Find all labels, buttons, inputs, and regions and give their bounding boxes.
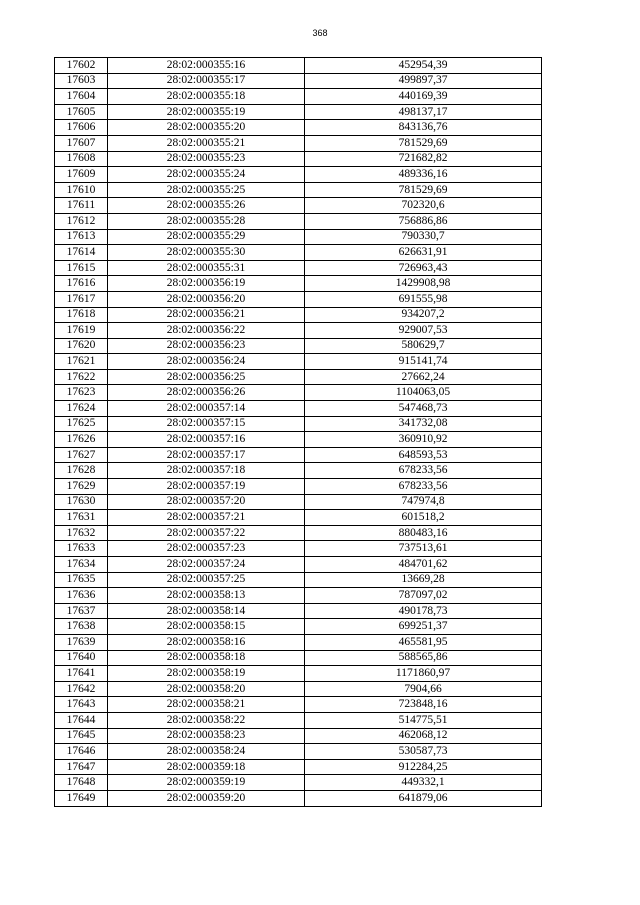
row-number-cell: 17631 (55, 510, 108, 526)
table-row (55, 759, 542, 775)
table-row (55, 728, 542, 744)
cadastral-number-cell: 28:02:000358:23 (108, 728, 305, 744)
row-number-cell: 17604 (55, 89, 108, 105)
cadastral-value-cell: 1171860,97 (305, 666, 542, 682)
table-row (55, 557, 542, 573)
table-row (55, 744, 542, 760)
cadastral-value-cell: 7904,66 (305, 681, 542, 697)
cadastral-value-cell: 499897,37 (305, 73, 542, 89)
row-number-cell: 17611 (55, 198, 108, 214)
cadastral-number-cell: 28:02:000356:25 (108, 369, 305, 385)
row-number-cell: 17639 (55, 634, 108, 650)
row-number-cell: 17623 (55, 385, 108, 401)
table-row (55, 229, 542, 245)
cadastral-number-cell: 28:02:000358:22 (108, 712, 305, 728)
row-number-cell: 17624 (55, 401, 108, 417)
row-number-cell: 17636 (55, 588, 108, 604)
cadastral-value-cell: 580629,7 (305, 338, 542, 354)
table-row (55, 213, 542, 229)
table-row (55, 182, 542, 198)
cadastral-number-cell: 28:02:000355:29 (108, 229, 305, 245)
cadastral-value-cell: 915141,74 (305, 354, 542, 370)
table-row (55, 369, 542, 385)
row-number-cell: 17632 (55, 525, 108, 541)
cadastral-number-cell: 28:02:000356:20 (108, 291, 305, 307)
table-row (55, 276, 542, 292)
cadastral-number-cell: 28:02:000358:14 (108, 603, 305, 619)
cadastral-number-cell: 28:02:000355:23 (108, 151, 305, 167)
cadastral-value-cell: 462068,12 (305, 728, 542, 744)
table-row (55, 167, 542, 183)
table-row (55, 619, 542, 635)
table-row (55, 525, 542, 541)
cadastral-value-cell: 13669,28 (305, 572, 542, 588)
cadastral-number-cell: 28:02:000358:20 (108, 681, 305, 697)
table-row (55, 447, 542, 463)
cadastral-value-cell: 723848,16 (305, 697, 542, 713)
table-row (55, 323, 542, 339)
table-row (55, 307, 542, 323)
cadastral-value-cell: 756886,86 (305, 213, 542, 229)
row-number-cell: 17649 (55, 790, 108, 806)
cadastral-number-cell: 28:02:000357:24 (108, 557, 305, 573)
cadastral-number-cell: 28:02:000355:24 (108, 167, 305, 183)
cadastral-number-cell: 28:02:000356:26 (108, 385, 305, 401)
cadastral-value-cell: 514775,51 (305, 712, 542, 728)
row-number-cell: 17622 (55, 369, 108, 385)
cadastral-number-cell: 28:02:000358:13 (108, 588, 305, 604)
table-row (55, 479, 542, 495)
row-number-cell: 17605 (55, 104, 108, 120)
cadastral-value-cell: 721682,82 (305, 151, 542, 167)
row-number-cell: 17641 (55, 666, 108, 682)
cadastral-number-cell: 28:02:000357:22 (108, 525, 305, 541)
cadastral-number-cell: 28:02:000355:18 (108, 89, 305, 105)
row-number-cell: 17606 (55, 120, 108, 136)
table-row (55, 291, 542, 307)
row-number-cell: 17647 (55, 759, 108, 775)
table-row (55, 338, 542, 354)
cadastral-number-cell: 28:02:000355:26 (108, 198, 305, 214)
table-row (55, 650, 542, 666)
row-number-cell: 17634 (55, 557, 108, 573)
cadastral-number-cell: 28:02:000356:19 (108, 276, 305, 292)
row-number-cell: 17637 (55, 603, 108, 619)
cadastral-number-cell: 28:02:000357:17 (108, 447, 305, 463)
row-number-cell: 17621 (55, 354, 108, 370)
row-number-cell: 17630 (55, 494, 108, 510)
cadastral-number-cell: 28:02:000358:16 (108, 634, 305, 650)
table-row (55, 697, 542, 713)
table-row (55, 494, 542, 510)
row-number-cell: 17643 (55, 697, 108, 713)
table-row (55, 104, 542, 120)
cadastral-number-cell: 28:02:000357:19 (108, 479, 305, 495)
row-number-cell: 17644 (55, 712, 108, 728)
cadastral-value-cell: 547468,73 (305, 401, 542, 417)
row-number-cell: 17633 (55, 541, 108, 557)
cadastral-number-cell: 28:02:000359:19 (108, 775, 305, 791)
row-number-cell: 17602 (55, 58, 108, 74)
cadastral-value-cell: 912284,25 (305, 759, 542, 775)
cadastral-value-cell: 790330,7 (305, 229, 542, 245)
cadastral-number-cell: 28:02:000355:21 (108, 135, 305, 151)
cadastral-value-cell: 747974,8 (305, 494, 542, 510)
table-row (55, 712, 542, 728)
cadastral-number-cell: 28:02:000357:14 (108, 401, 305, 417)
cadastral-number-cell: 28:02:000356:22 (108, 323, 305, 339)
table-row (55, 572, 542, 588)
cadastral-number-cell: 28:02:000355:30 (108, 245, 305, 261)
cadastral-value-cell: 440169,39 (305, 89, 542, 105)
row-number-cell: 17626 (55, 432, 108, 448)
row-number-cell: 17629 (55, 479, 108, 495)
cadastral-value-cell: 27662,24 (305, 369, 542, 385)
cadastral-number-cell: 28:02:000355:17 (108, 73, 305, 89)
cadastral-value-cell: 678233,56 (305, 463, 542, 479)
row-number-cell: 17617 (55, 291, 108, 307)
row-number-cell: 17640 (55, 650, 108, 666)
cadastral-number-cell: 28:02:000357:15 (108, 416, 305, 432)
cadastral-value-cell: 489336,16 (305, 167, 542, 183)
page-number: 368 (312, 28, 328, 38)
table-row (55, 634, 542, 650)
cadastral-value-cell: 648593,53 (305, 447, 542, 463)
cadastral-value-cell: 787097,02 (305, 588, 542, 604)
cadastral-value-cell: 699251,37 (305, 619, 542, 635)
row-number-cell: 17616 (55, 276, 108, 292)
cadastral-number-cell: 28:02:000355:25 (108, 182, 305, 198)
cadastral-number-cell: 28:02:000357:18 (108, 463, 305, 479)
table-row (55, 73, 542, 89)
row-number-cell: 17635 (55, 572, 108, 588)
row-number-cell: 17642 (55, 681, 108, 697)
table-row (55, 401, 542, 417)
cadastral-number-cell: 28:02:000358:21 (108, 697, 305, 713)
table-row (55, 416, 542, 432)
table-row (55, 775, 542, 791)
row-number-cell: 17628 (55, 463, 108, 479)
row-number-cell: 17646 (55, 744, 108, 760)
table-row (55, 385, 542, 401)
cadastral-value-cell: 1429908,98 (305, 276, 542, 292)
cadastral-value-cell: 934207,2 (305, 307, 542, 323)
table-row (55, 510, 542, 526)
row-number-cell: 17645 (55, 728, 108, 744)
cadastral-value-cell: 781529,69 (305, 135, 542, 151)
cadastral-value-cell: 626631,91 (305, 245, 542, 261)
row-number-cell: 17625 (55, 416, 108, 432)
cadastral-value-cell: 781529,69 (305, 182, 542, 198)
cadastral-value-table (54, 57, 542, 807)
row-number-cell: 17608 (55, 151, 108, 167)
row-number-cell: 17638 (55, 619, 108, 635)
cadastral-value-cell: 360910,92 (305, 432, 542, 448)
table-row (55, 541, 542, 557)
cadastral-number-cell: 28:02:000357:20 (108, 494, 305, 510)
cadastral-value-cell: 490178,73 (305, 603, 542, 619)
cadastral-number-cell: 28:02:000358:24 (108, 744, 305, 760)
cadastral-value-cell: 691555,98 (305, 291, 542, 307)
row-number-cell: 17607 (55, 135, 108, 151)
table-row (55, 260, 542, 276)
cadastral-number-cell: 28:02:000355:20 (108, 120, 305, 136)
cadastral-value-cell: 452954,39 (305, 58, 542, 74)
table-row (55, 151, 542, 167)
cadastral-number-cell: 28:02:000356:21 (108, 307, 305, 323)
row-number-cell: 17618 (55, 307, 108, 323)
table-row (55, 463, 542, 479)
cadastral-number-cell: 28:02:000357:25 (108, 572, 305, 588)
cadastral-number-cell: 28:02:000355:31 (108, 260, 305, 276)
cadastral-value-cell: 601518,2 (305, 510, 542, 526)
table-row (55, 790, 542, 806)
row-number-cell: 17615 (55, 260, 108, 276)
cadastral-value-cell: 530587,73 (305, 744, 542, 760)
cadastral-value-cell: 880483,16 (305, 525, 542, 541)
table-row (55, 245, 542, 261)
cadastral-value-cell: 641879,06 (305, 790, 542, 806)
cadastral-value-cell: 678233,56 (305, 479, 542, 495)
cadastral-value-cell: 465581,95 (305, 634, 542, 650)
row-number-cell: 17603 (55, 73, 108, 89)
cadastral-number-cell: 28:02:000356:23 (108, 338, 305, 354)
row-number-cell: 17614 (55, 245, 108, 261)
row-number-cell: 17612 (55, 213, 108, 229)
table-row (55, 432, 542, 448)
cadastral-number-cell: 28:02:000355:19 (108, 104, 305, 120)
cadastral-number-cell: 28:02:000356:24 (108, 354, 305, 370)
table-row (55, 603, 542, 619)
table-row (55, 89, 542, 105)
table-row (55, 135, 542, 151)
row-number-cell: 17648 (55, 775, 108, 791)
table-row (55, 198, 542, 214)
cadastral-value-cell: 737513,61 (305, 541, 542, 557)
cadastral-number-cell: 28:02:000355:16 (108, 58, 305, 74)
cadastral-value-cell: 929007,53 (305, 323, 542, 339)
row-number-cell: 17610 (55, 182, 108, 198)
table-row (55, 354, 542, 370)
table-row (55, 588, 542, 604)
cadastral-number-cell: 28:02:000358:19 (108, 666, 305, 682)
cadastral-number-cell: 28:02:000358:15 (108, 619, 305, 635)
cadastral-value-cell: 702320,6 (305, 198, 542, 214)
row-number-cell: 17627 (55, 447, 108, 463)
cadastral-value-cell: 449332,1 (305, 775, 542, 791)
cadastral-value-cell: 341732,08 (305, 416, 542, 432)
cadastral-number-cell: 28:02:000355:28 (108, 213, 305, 229)
cadastral-value-cell: 484701,62 (305, 557, 542, 573)
cadastral-number-cell: 28:02:000358:18 (108, 650, 305, 666)
table-row (55, 120, 542, 136)
cadastral-number-cell: 28:02:000359:20 (108, 790, 305, 806)
row-number-cell: 17609 (55, 167, 108, 183)
cadastral-value-cell: 498137,17 (305, 104, 542, 120)
row-number-cell: 17619 (55, 323, 108, 339)
row-number-cell: 17620 (55, 338, 108, 354)
cadastral-value-cell: 726963,43 (305, 260, 542, 276)
cadastral-value-cell: 588565,86 (305, 650, 542, 666)
cadastral-number-cell: 28:02:000357:16 (108, 432, 305, 448)
table-row (55, 666, 542, 682)
cadastral-number-cell: 28:02:000357:21 (108, 510, 305, 526)
table-row (55, 58, 542, 74)
table-body (55, 58, 542, 807)
row-number-cell: 17613 (55, 229, 108, 245)
table-row (55, 681, 542, 697)
cadastral-value-cell: 843136,76 (305, 120, 542, 136)
cadastral-value-cell: 1104063,05 (305, 385, 542, 401)
cadastral-number-cell: 28:02:000359:18 (108, 759, 305, 775)
cadastral-number-cell: 28:02:000357:23 (108, 541, 305, 557)
